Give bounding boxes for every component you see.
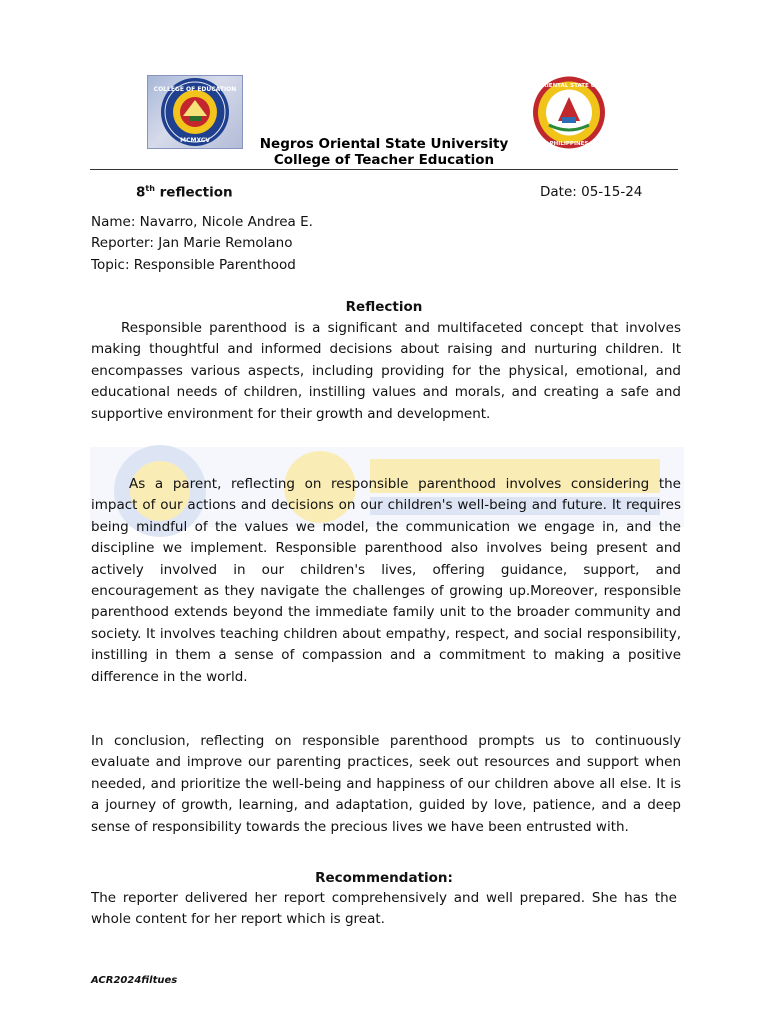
svg-text:NEGROS ORIENTAL STATE UNIVERSI: NEGROS ORIENTAL STATE UNIVERSITY: [510, 83, 628, 89]
recommendation-heading: Recommendation:: [315, 870, 453, 886]
reflection-paragraph-2: As a parent, reflecting on responsible parenthood involves considering the impact of our actions and decisions on our children's well-being and future. It requires being mindful of the values we model, the communication we engage in, and the discipline we implement. Responsible parenthood also involves being present and actively involved in our children's lives, offering guidance, support, and encouragement as they navigate the challenges of growing up.Moreover, responsible parenthood extends beyond the immediate family unit to the broader community and society. It involves teaching children about empathy, respect, and social responsibility, instilling in them a sense of compassion and a commitment to making a positive difference in the world.: [91, 476, 681, 685]
reflection-number: 8: [136, 184, 146, 201]
topic-line: Topic: Responsible Parenthood: [91, 257, 296, 273]
reflection-word: reflection: [159, 184, 233, 201]
footer-note: ACR2024filtues: [91, 975, 178, 986]
college-name: College of Teacher Education: [273, 152, 495, 168]
reflection-paragraph-3: In conclusion, reflecting on responsible parenthood prompts us to continuously evaluate and improve our parenting practices, seek out resources and support when needed, and prioritize the well-being and happiness of our children above all else. It is a journey of growth, learning, and adaptation, guided by love, patience, and a deep sense of responsibility towards the precious lives we have been entrusted with.: [91, 733, 681, 835]
date-line: Date: 05-15-24: [540, 184, 643, 200]
name-line: Name: Navarro, Nicole Andrea E.: [91, 214, 313, 230]
university-name: Negros Oriental State University: [259, 136, 509, 152]
reporter-line: Reporter: Jan Marie Remolano: [91, 235, 293, 251]
svg-text:COLLEGE OF EDUCATION: COLLEGE OF EDUCATION: [153, 86, 237, 93]
header-divider: [90, 169, 678, 170]
reflection-number-label: [136, 184, 233, 201]
reflection-paragraph-1: Responsible parenthood is a significant and multifaceted concept that involves making thoughtful and informed decisions about raising and nurturing children. It encompasses various aspects, including providing for the physical, emotional, and educational needs of children, instilling values and morals, and creating a safe and supportive environment for their growth and development.: [91, 320, 681, 422]
recommendation-text: The reporter delivered her report comprehensively and well prepared. She has the whole content for her report which is great.: [91, 890, 677, 928]
reflection-heading: Reflection: [345, 299, 423, 315]
svg-text:MCMXCV: MCMXCV: [180, 137, 210, 144]
reflection-ordinal-suffix: th: [145, 184, 155, 193]
svg-text:PHILIPPINES: PHILIPPINES: [549, 141, 589, 147]
